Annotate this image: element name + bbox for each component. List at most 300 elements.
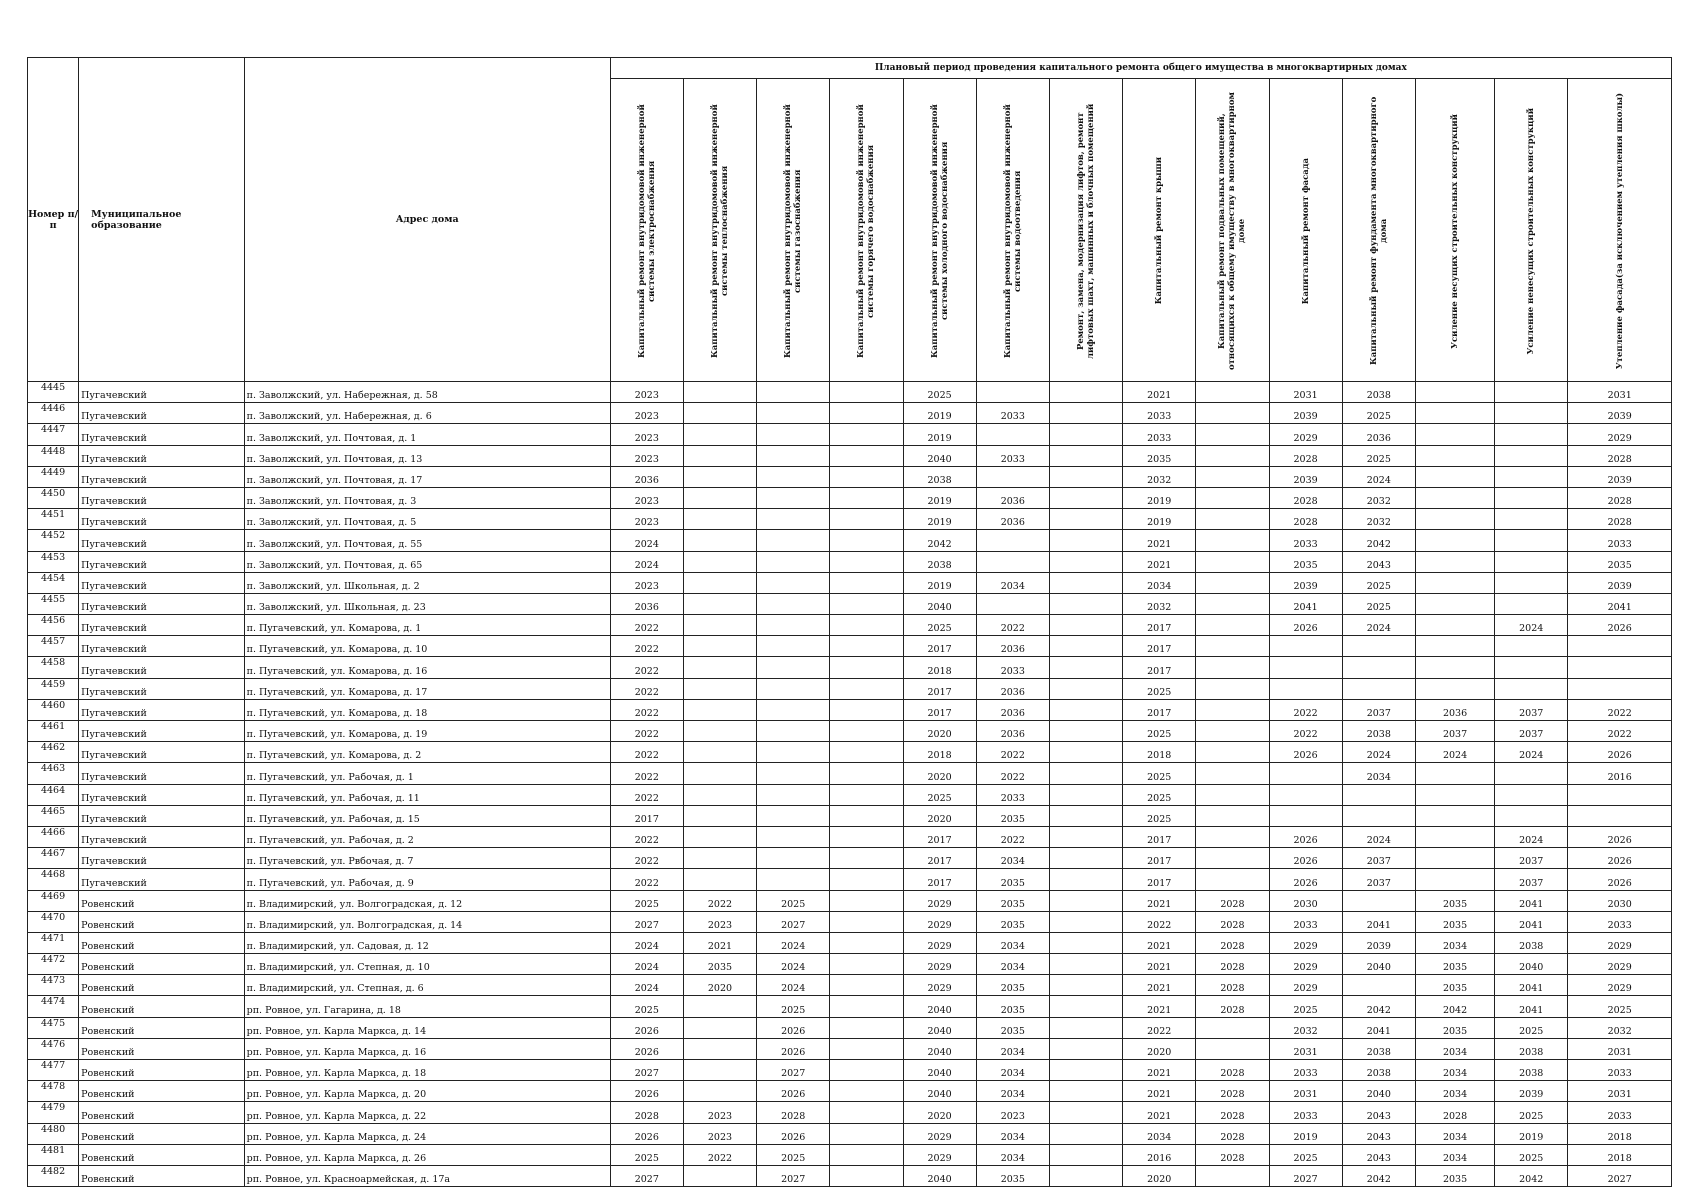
table-row (28, 721, 1672, 742)
row-year-cell: 2028 (1196, 932, 1269, 953)
row-year-cell (757, 699, 830, 720)
row-year-cell (830, 784, 903, 805)
row-year-cell: 2039 (1342, 932, 1415, 953)
row-year-cell: 2019 (903, 572, 976, 593)
header-work-label: Капитальный ремонт фасада (1300, 157, 1311, 305)
row-year-cell (1342, 890, 1415, 911)
row-year-cell: 2020 (1123, 1038, 1196, 1059)
row-year-cell (1342, 678, 1415, 699)
row-year-cell (683, 572, 756, 593)
row-year-cell: 2026 (1269, 869, 1342, 890)
row-year-cell (1196, 551, 1269, 572)
row-year-cell: 2024 (1342, 466, 1415, 487)
row-year-cell: 2025 (1342, 445, 1415, 466)
row-year-cell: 2036 (610, 466, 683, 487)
row-year-cell (830, 742, 903, 763)
row-number: 4475 (28, 1017, 79, 1038)
row-year-cell: 2020 (903, 721, 976, 742)
row-number: 4469 (28, 890, 79, 911)
table-row (28, 848, 1672, 869)
row-year-cell: 2023 (610, 382, 683, 403)
row-year-cell: 2026 (1568, 615, 1672, 636)
row-year-cell: 2028 (1196, 1081, 1269, 1102)
row-year-cell: 2021 (683, 932, 756, 953)
row-year-cell: 2027 (610, 1165, 683, 1186)
header-work-10 (1269, 79, 1342, 382)
row-year-cell (830, 932, 903, 953)
row-year-cell: 2031 (1269, 1038, 1342, 1059)
row-year-cell (830, 1123, 903, 1144)
row-year-cell: 2033 (1123, 424, 1196, 445)
row-year-cell (1415, 805, 1494, 826)
row-year-cell (1196, 466, 1269, 487)
row-year-cell: 2024 (1342, 826, 1415, 847)
row-year-cell (830, 848, 903, 869)
row-address: п. Заволжский, ул. Почтовая, д. 3 (244, 487, 610, 508)
row-year-cell: 2024 (1495, 615, 1568, 636)
row-year-cell: 2036 (976, 487, 1049, 508)
row-year-cell (683, 424, 756, 445)
row-year-cell: 2035 (1123, 445, 1196, 466)
table-row (28, 1081, 1672, 1102)
row-year-cell (1415, 551, 1494, 572)
row-year-cell: 2038 (1342, 1038, 1415, 1059)
row-year-cell: 2031 (1568, 1081, 1672, 1102)
row-year-cell: 2029 (903, 954, 976, 975)
row-municipality: Пугачевский (79, 403, 244, 424)
row-address: п. Заволжский, ул. Школьная, д. 23 (244, 593, 610, 614)
row-year-cell: 2025 (1123, 678, 1196, 699)
row-year-cell: 2022 (1269, 721, 1342, 742)
table-row (28, 890, 1672, 911)
row-municipality: Пугачевский (79, 572, 244, 593)
row-year-cell: 2033 (1123, 403, 1196, 424)
row-year-cell: 2025 (1495, 1144, 1568, 1165)
row-address: п. Пугачевский, ул. Комарова, д. 2 (244, 742, 610, 763)
row-year-cell: 2032 (1123, 466, 1196, 487)
row-year-cell (1342, 805, 1415, 826)
row-year-cell (830, 826, 903, 847)
row-year-cell (830, 382, 903, 403)
row-year-cell: 2025 (610, 890, 683, 911)
header-work-label: Капитальный ремонт внутридомовой инженерной системы водоотведения (1002, 104, 1023, 358)
row-municipality: Ровенский (79, 1060, 244, 1081)
row-year-cell: 2028 (610, 1102, 683, 1123)
row-year-cell (830, 551, 903, 572)
row-year-cell (1196, 869, 1269, 890)
row-municipality: Пугачевский (79, 551, 244, 572)
row-year-cell (683, 784, 756, 805)
table-row (28, 657, 1672, 678)
row-year-cell: 2023 (610, 424, 683, 445)
row-year-cell: 2028 (1196, 954, 1269, 975)
row-address: п. Пугачевский, ул. Комарова, д. 19 (244, 721, 610, 742)
header-work-label: Капитальный ремонт внутридомовой инженерной системы теплоснабжения (709, 104, 730, 358)
row-municipality: Ровенский (79, 954, 244, 975)
row-year-cell: 2035 (976, 890, 1049, 911)
row-year-cell: 2035 (976, 869, 1049, 890)
row-address: п. Пугачевский, ул. Комарова, д. 16 (244, 657, 610, 678)
row-year-cell: 2022 (976, 615, 1049, 636)
row-address: п. Владимирский, ул. Степная, д. 6 (244, 975, 610, 996)
row-year-cell: 2025 (1495, 1017, 1568, 1038)
row-municipality: Пугачевский (79, 763, 244, 784)
row-year-cell (1495, 487, 1568, 508)
row-year-cell (1049, 869, 1122, 890)
row-year-cell (1049, 890, 1122, 911)
row-year-cell: 2031 (1269, 1081, 1342, 1102)
row-municipality: Ровенский (79, 932, 244, 953)
row-municipality: Пугачевский (79, 382, 244, 403)
row-address: рп. Ровное, ул. Карла Маркса, д. 14 (244, 1017, 610, 1038)
row-year-cell (1196, 1017, 1269, 1038)
row-year-cell: 2041 (1495, 890, 1568, 911)
row-year-cell (683, 678, 756, 699)
row-year-cell (1495, 763, 1568, 784)
row-year-cell (976, 593, 1049, 614)
row-year-cell (1049, 699, 1122, 720)
row-address: п. Владимирский, ул. Волгоградская, д. 14 (244, 911, 610, 932)
row-year-cell: 2042 (1495, 1165, 1568, 1186)
row-year-cell (1415, 530, 1494, 551)
row-year-cell: 2028 (1196, 890, 1269, 911)
row-year-cell (830, 763, 903, 784)
row-municipality: Пугачевский (79, 742, 244, 763)
row-year-cell: 2025 (903, 382, 976, 403)
table-row (28, 678, 1672, 699)
row-year-cell (830, 1165, 903, 1186)
row-municipality: Пугачевский (79, 466, 244, 487)
row-year-cell (1196, 657, 1269, 678)
row-year-cell (1415, 848, 1494, 869)
row-year-cell: 2033 (1269, 530, 1342, 551)
row-year-cell: 2027 (757, 1165, 830, 1186)
table-row (28, 869, 1672, 890)
row-year-cell: 2035 (1415, 975, 1494, 996)
table-row (28, 932, 1672, 953)
row-year-cell (1415, 509, 1494, 530)
row-year-cell (1196, 826, 1269, 847)
row-year-cell (757, 615, 830, 636)
row-year-cell: 2023 (610, 509, 683, 530)
header-planned-period: Плановый период проведения капитального ремонта общего имущества в многоквартирных домах (610, 58, 1671, 79)
row-year-cell: 2034 (1415, 932, 1494, 953)
row-year-cell (1196, 403, 1269, 424)
header-work-label: Капитальный ремонт внутридомовой инженерной системы холодного водоснабжения (929, 104, 950, 358)
row-year-cell (1049, 1017, 1122, 1038)
row-year-cell: 2032 (1342, 509, 1415, 530)
row-municipality: Пугачевский (79, 869, 244, 890)
row-number: 4480 (28, 1123, 79, 1144)
row-year-cell: 2031 (1568, 1038, 1672, 1059)
row-year-cell: 2027 (757, 1060, 830, 1081)
row-year-cell: 2037 (1495, 848, 1568, 869)
row-year-cell: 2022 (976, 826, 1049, 847)
header-number: Номер п/п (28, 58, 79, 382)
row-year-cell (1196, 848, 1269, 869)
row-year-cell: 2025 (1568, 996, 1672, 1017)
row-year-cell: 2018 (903, 742, 976, 763)
row-year-cell (976, 424, 1049, 445)
row-year-cell: 2020 (903, 1102, 976, 1123)
row-year-cell (1049, 954, 1122, 975)
row-year-cell (1415, 572, 1494, 593)
row-year-cell: 2026 (1568, 742, 1672, 763)
row-year-cell: 2022 (1123, 1017, 1196, 1038)
row-address: п. Пугачевский, ул. Комарова, д. 18 (244, 699, 610, 720)
row-year-cell (757, 445, 830, 466)
table-row (28, 487, 1672, 508)
row-municipality: Ровенский (79, 996, 244, 1017)
header-work-label: Ремонт, замена, модернизация лифтов, ремонт лифтовых шахт, машинных и блочных помещений (1076, 103, 1096, 359)
row-year-cell (683, 530, 756, 551)
row-year-cell: 2018 (1123, 742, 1196, 763)
row-number: 4453 (28, 551, 79, 572)
row-year-cell: 2017 (1123, 615, 1196, 636)
row-year-cell: 2029 (903, 890, 976, 911)
row-number: 4470 (28, 911, 79, 932)
row-year-cell: 2037 (1495, 721, 1568, 742)
row-year-cell: 2029 (1269, 954, 1342, 975)
row-year-cell: 2026 (1568, 869, 1672, 890)
row-year-cell: 2028 (1269, 487, 1342, 508)
row-year-cell (1415, 657, 1494, 678)
table-row (28, 1144, 1672, 1165)
row-year-cell (1049, 1165, 1122, 1186)
row-municipality: Пугачевский (79, 805, 244, 826)
row-year-cell (1196, 572, 1269, 593)
row-year-cell (1049, 382, 1122, 403)
row-year-cell (1049, 1144, 1122, 1165)
row-year-cell: 2025 (1342, 572, 1415, 593)
row-year-cell: 2022 (610, 678, 683, 699)
row-year-cell (757, 466, 830, 487)
row-year-cell: 2029 (903, 932, 976, 953)
row-year-cell: 2017 (903, 636, 976, 657)
row-year-cell: 2035 (1415, 1165, 1494, 1186)
row-year-cell (683, 1165, 756, 1186)
row-year-cell: 2033 (1568, 530, 1672, 551)
row-year-cell: 2025 (757, 996, 830, 1017)
row-year-cell: 2026 (757, 1017, 830, 1038)
row-year-cell: 2035 (1568, 551, 1672, 572)
row-year-cell: 2021 (1123, 1081, 1196, 1102)
row-year-cell: 2038 (903, 551, 976, 572)
row-year-cell (757, 742, 830, 763)
row-number: 4477 (28, 1060, 79, 1081)
row-number: 4454 (28, 572, 79, 593)
row-year-cell (830, 487, 903, 508)
header-work-7 (1049, 79, 1122, 382)
row-year-cell (1049, 742, 1122, 763)
row-year-cell (757, 657, 830, 678)
row-year-cell: 2026 (610, 1081, 683, 1102)
table-row (28, 1123, 1672, 1144)
row-year-cell: 2024 (757, 975, 830, 996)
header-work-12 (1415, 79, 1494, 382)
row-year-cell: 2026 (757, 1038, 830, 1059)
row-address: рп. Ровное, ул. Красноармейская, д. 17а (244, 1165, 610, 1186)
row-year-cell: 2024 (1495, 826, 1568, 847)
row-year-cell: 2025 (610, 1144, 683, 1165)
row-year-cell: 2036 (1415, 699, 1494, 720)
row-year-cell (1415, 403, 1494, 424)
row-address: п. Пугачевский, ул. Комарова, д. 17 (244, 678, 610, 699)
row-address: п. Заволжский, ул. Почтовая, д. 1 (244, 424, 610, 445)
row-year-cell (1196, 424, 1269, 445)
row-year-cell: 2029 (1269, 932, 1342, 953)
header-work-2 (683, 79, 756, 382)
row-municipality: Пугачевский (79, 657, 244, 678)
row-year-cell (757, 593, 830, 614)
row-year-cell: 2023 (683, 1123, 756, 1144)
row-year-cell: 2037 (1495, 699, 1568, 720)
row-year-cell (1415, 678, 1494, 699)
row-number: 4467 (28, 848, 79, 869)
row-address: п. Пугачевский, ул. Комарова, д. 1 (244, 615, 610, 636)
row-year-cell: 2020 (683, 975, 756, 996)
row-year-cell: 2034 (976, 1038, 1049, 1059)
row-municipality: Ровенский (79, 975, 244, 996)
row-year-cell (830, 593, 903, 614)
row-year-cell: 2035 (1415, 911, 1494, 932)
row-year-cell (830, 699, 903, 720)
row-year-cell (683, 763, 756, 784)
row-year-cell (683, 848, 756, 869)
row-year-cell: 2029 (1568, 932, 1672, 953)
row-year-cell (830, 975, 903, 996)
row-number: 4466 (28, 826, 79, 847)
row-year-cell: 2042 (1342, 996, 1415, 1017)
row-year-cell (1049, 678, 1122, 699)
row-address: п. Пугачевский, ул. Рабочая, д. 2 (244, 826, 610, 847)
row-year-cell: 2018 (1568, 1144, 1672, 1165)
row-address: рп. Ровное, ул. Карла Маркса, д. 18 (244, 1060, 610, 1081)
header-work-6 (976, 79, 1049, 382)
row-year-cell (1495, 572, 1568, 593)
row-year-cell: 2023 (610, 572, 683, 593)
row-year-cell: 2022 (610, 721, 683, 742)
row-year-cell: 2025 (1342, 403, 1415, 424)
row-year-cell: 2036 (976, 699, 1049, 720)
row-year-cell: 2027 (1269, 1165, 1342, 1186)
row-year-cell: 2037 (1342, 869, 1415, 890)
row-year-cell: 2033 (1568, 911, 1672, 932)
row-year-cell (830, 890, 903, 911)
row-year-cell (830, 636, 903, 657)
row-year-cell: 2040 (903, 593, 976, 614)
row-year-cell (1049, 1081, 1122, 1102)
row-year-cell: 2028 (1196, 911, 1269, 932)
row-address: п. Пугачевский, ул. Комарова, д. 10 (244, 636, 610, 657)
row-year-cell: 2034 (1415, 1144, 1494, 1165)
row-year-cell: 2024 (610, 551, 683, 572)
row-year-cell (830, 805, 903, 826)
row-year-cell (1196, 382, 1269, 403)
row-year-cell: 2040 (903, 1038, 976, 1059)
row-address: п. Заволжский, ул. Набережная, д. 58 (244, 382, 610, 403)
row-year-cell: 2024 (610, 954, 683, 975)
row-year-cell: 2019 (1495, 1123, 1568, 1144)
header-work-9 (1196, 79, 1269, 382)
row-year-cell (1495, 403, 1568, 424)
row-year-cell (757, 424, 830, 445)
row-year-cell (683, 615, 756, 636)
row-year-cell: 2043 (1342, 1102, 1415, 1123)
row-year-cell: 2022 (610, 742, 683, 763)
table-row (28, 763, 1672, 784)
row-year-cell: 2022 (976, 742, 1049, 763)
row-year-cell (1196, 593, 1269, 614)
row-year-cell (830, 1102, 903, 1123)
row-year-cell: 2029 (903, 1123, 976, 1144)
row-year-cell (1049, 784, 1122, 805)
row-year-cell: 2039 (1495, 1081, 1568, 1102)
row-year-cell (683, 509, 756, 530)
row-year-cell: 2029 (1269, 424, 1342, 445)
row-number: 4472 (28, 954, 79, 975)
row-year-cell (1568, 657, 1672, 678)
row-municipality: Ровенский (79, 1102, 244, 1123)
row-year-cell: 2030 (1269, 890, 1342, 911)
row-year-cell: 2024 (1495, 742, 1568, 763)
row-year-cell (1495, 784, 1568, 805)
row-year-cell: 2022 (610, 699, 683, 720)
row-year-cell: 2041 (1269, 593, 1342, 614)
row-number: 4482 (28, 1165, 79, 1186)
row-number: 4476 (28, 1038, 79, 1059)
row-year-cell (1415, 763, 1494, 784)
row-year-cell: 2033 (1269, 911, 1342, 932)
header-work-4 (830, 79, 903, 382)
row-year-cell: 2025 (1123, 784, 1196, 805)
row-year-cell: 2034 (1415, 1123, 1494, 1144)
row-year-cell (830, 1144, 903, 1165)
row-year-cell (1415, 424, 1494, 445)
row-year-cell (1495, 805, 1568, 826)
row-year-cell: 2028 (757, 1102, 830, 1123)
row-number: 4481 (28, 1144, 79, 1165)
row-year-cell (757, 530, 830, 551)
row-year-cell (757, 721, 830, 742)
row-year-cell: 2023 (610, 445, 683, 466)
row-year-cell (1049, 551, 1122, 572)
row-address: рп. Ровное, ул. Карла Маркса, д. 20 (244, 1081, 610, 1102)
row-municipality: Пугачевский (79, 848, 244, 869)
row-address: рп. Ровное, ул. Гагарина, д. 18 (244, 996, 610, 1017)
row-number: 4478 (28, 1081, 79, 1102)
row-number: 4460 (28, 699, 79, 720)
row-municipality: Пугачевский (79, 509, 244, 530)
row-year-cell: 2019 (1123, 487, 1196, 508)
row-year-cell (683, 721, 756, 742)
row-number: 4468 (28, 869, 79, 890)
row-year-cell (757, 551, 830, 572)
row-number: 4459 (28, 678, 79, 699)
row-year-cell (1049, 572, 1122, 593)
row-year-cell: 2035 (976, 1017, 1049, 1038)
row-year-cell: 2021 (1123, 954, 1196, 975)
table-row (28, 572, 1672, 593)
row-year-cell: 2025 (757, 1144, 830, 1165)
row-year-cell (1049, 424, 1122, 445)
row-year-cell: 2025 (903, 784, 976, 805)
row-year-cell (976, 382, 1049, 403)
header-work-label: Усиление несущих строительных конструкций (1450, 113, 1461, 349)
row-number: 4449 (28, 466, 79, 487)
row-number: 4471 (28, 932, 79, 953)
row-year-cell: 2029 (1568, 975, 1672, 996)
